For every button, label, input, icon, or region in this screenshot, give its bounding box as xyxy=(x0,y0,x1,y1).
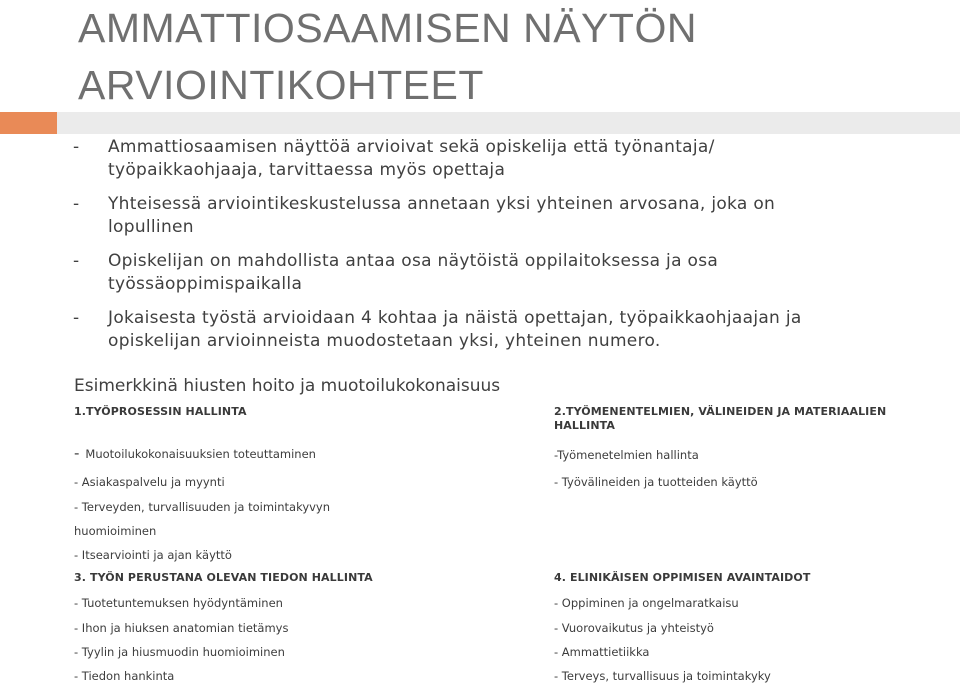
section-item: - Ihon ja hiuksen anatomian tietämys xyxy=(74,621,289,635)
section-item: - Työvälineiden ja tuotteiden käyttö xyxy=(554,475,758,489)
bullet-item xyxy=(70,250,950,296)
section-item: - Terveyden, turvallisuuden ja toimintakyvyn xyxy=(74,500,331,514)
title-accent-bar xyxy=(0,112,57,134)
bullet-dash: - xyxy=(73,308,80,328)
bullet-line: työssäoppimispaikalla xyxy=(108,274,303,294)
section-item: - Itsearviointi ja ajan käyttö xyxy=(74,548,232,562)
section-lifelong-learning xyxy=(554,571,954,686)
section-heading: 1.TYÖPROSESSIN HALLINTA xyxy=(74,405,247,418)
section-item: - Tuotetuntemuksen hyödyntäminen xyxy=(74,596,283,610)
bullet-dash: - xyxy=(73,137,80,157)
section-heading: 3. TYÖN PERUSTANA OLEVAN TIEDON HALLINTA xyxy=(74,571,373,584)
section-item: huomioiminen xyxy=(74,524,157,538)
slide-title xyxy=(78,0,948,114)
item-dash: - xyxy=(74,444,80,462)
section-item: -Työmenetelmien hallinta xyxy=(554,448,699,462)
bullet-line: lopullinen xyxy=(108,217,194,237)
bullet-line: Jokaisesta työstä arvioidaan 4 kohtaa ja näistä opettajan, työpaikkaohjaajan ja xyxy=(108,308,802,328)
section-heading: 4. ELINIKÄISEN OPPIMISEN AVAINTAIDOT xyxy=(554,571,811,584)
bullet-line: Opiskelijan on mahdollista antaa osa näytöistä oppilaitoksessa ja osa xyxy=(108,251,719,271)
section-knowledge xyxy=(74,571,514,686)
title-divider-bar xyxy=(57,112,960,134)
slide-title-line-2: ARVIOINTIKOHTEET xyxy=(78,62,484,108)
section-item: - Tyylin ja hiusmuodin huomioiminen xyxy=(74,645,285,659)
bullet-list xyxy=(70,136,950,364)
section-heading-line: HALLINTA xyxy=(554,419,615,432)
section-item: - Vuorovaikutus ja yhteistyö xyxy=(554,621,714,635)
section-work-process xyxy=(74,405,514,565)
bullet-line: Ammattiosaamisen näyttöä arvioivat sekä opiskelija että työnantaja/ xyxy=(108,137,715,157)
bullet-dash: - xyxy=(73,194,80,214)
section-item: - Ammattietiikka xyxy=(554,645,650,659)
example-heading: Esimerkkinä hiusten hoito ja muotoilukokonaisuus xyxy=(74,376,501,396)
bullet-item xyxy=(70,307,950,353)
section-item: - Oppiminen ja ongelmaratkaisu xyxy=(554,596,739,610)
bullet-item xyxy=(70,193,950,239)
slide-title-line-1: AMMATTIOSAAMISEN NÄYTÖN xyxy=(78,5,697,51)
bullet-line: Yhteisessä arviointikeskustelussa annetaan yksi yhteinen arvosana, joka on xyxy=(108,194,776,214)
bullet-line: opiskelijan arvioinneista muodostetaan yksi, yhteinen numero. xyxy=(108,331,661,351)
bullet-line: työpaikkaohjaaja, tarvittaessa myös opettaja xyxy=(108,160,506,180)
bullet-item xyxy=(70,136,950,182)
section-work-methods xyxy=(554,405,954,495)
section-heading-line: 2.TYÖMENENTELMIEN, VÄLINEIDEN JA MATERIAALIEN xyxy=(554,405,887,418)
section-item: - Asiakaspalvelu ja myynti xyxy=(74,475,225,489)
bullet-dash: - xyxy=(73,251,80,271)
section-item: - Terveys, turvallisuus ja toimintakyky xyxy=(554,669,771,683)
section-item: - Tiedon hankinta xyxy=(74,669,175,683)
item-text: Muotoilukokonaisuuksien toteuttaminen xyxy=(85,447,316,461)
section-item xyxy=(74,445,316,462)
